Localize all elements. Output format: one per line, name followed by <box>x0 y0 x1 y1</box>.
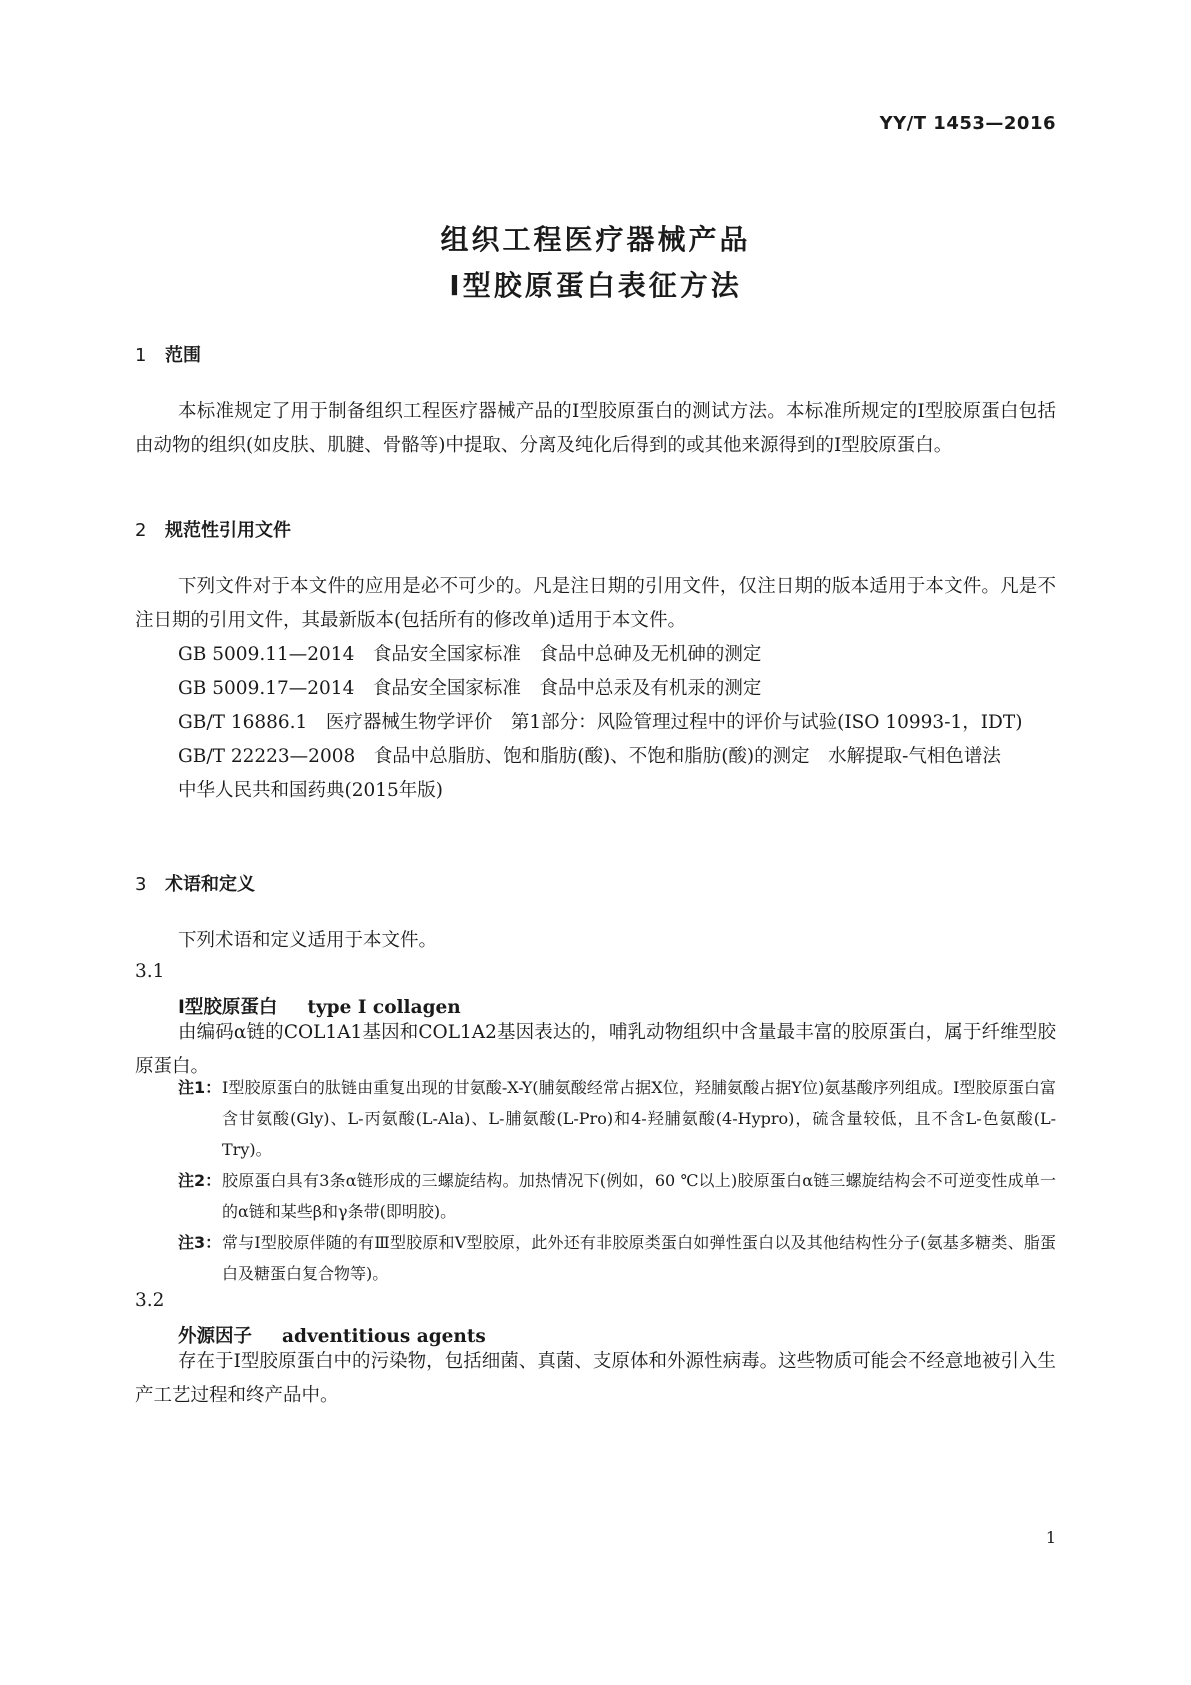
reference-item: GB/T 16886.1 医疗器械生物学评价 第1部分：风险管理过程中的评价与试验(ISO 10993-1，IDT) <box>178 712 1023 733</box>
reference-item: GB/T 22223—2008 食品中总脂肪、饱和脂肪(酸)、不饱和脂肪(酸)的测定 水解提取-气相色谱法 <box>178 746 1001 767</box>
section-number: 3 <box>135 874 147 895</box>
term-english: type Ⅰ collagen <box>307 997 461 1018</box>
term-number: 3.2 <box>135 1290 165 1311</box>
paragraph: 由编码α链的COL1A1基因和COL1A2基因表达的，哺乳动物组织中含量最丰富的胶原蛋白，属于纤维型胶原蛋白。 <box>135 1022 1056 1077</box>
normative-references-block <box>135 570 1056 808</box>
term-chinese: 外源因子 <box>178 1326 253 1347</box>
term-number: 3.1 <box>135 961 165 982</box>
reference-item: GB 5009.17—2014 食品安全国家标准 食品中总汞及有机汞的测定 <box>178 678 762 699</box>
term-chinese: Ⅰ型胶原蛋白 <box>178 997 278 1018</box>
standard-id: YY/T 1453—2016 <box>879 113 1056 134</box>
section-title: 术语和定义 <box>165 874 255 895</box>
section-heading-normative-references <box>135 516 291 542</box>
section-title: 规范性引用文件 <box>165 520 291 541</box>
note-text: Ⅰ型胶原蛋白的肽链由重复出现的甘氨酸-X-Y(脯氨酸经常占据X位，羟脯氨酸占据Y位)氨基酸序列组成。Ⅰ型胶原蛋白富含甘氨酸(Gly)、L-丙氨酸(L-Ala)、L-脯氨酸(L-Pro)和4-羟脯氨酸(4-Hypro)，硫含量较低，且不含L-色氨酸(L-Try)。 <box>222 1078 1056 1159</box>
document-title-line1: 组织工程医疗器械产品 <box>440 223 751 256</box>
reference-item: GB 5009.11—2014 食品安全国家标准 食品中总砷及无机砷的测定 <box>178 644 762 665</box>
section-number: 1 <box>135 345 147 366</box>
section-heading-terms <box>135 870 255 896</box>
scope-paragraph <box>135 395 1056 463</box>
note-text: 常与Ⅰ型胶原伴随的有Ⅲ型胶原和Ⅴ型胶原，此外还有非胶原类蛋白如弹性蛋白以及其他结构性分子(氨基多糖类、脂蛋白及糖蛋白复合物等)。 <box>222 1233 1056 1283</box>
note-3 <box>178 1227 1056 1289</box>
note-2 <box>178 1165 1056 1227</box>
paragraph: 本标准规定了用于制备组织工程医疗器械产品的Ⅰ型胶原蛋白的测试方法。本标准所规定的Ⅰ型胶原蛋白包括由动物的组织(如皮肤、肌腱、骨骼等)中提取、分离及纯化后得到的或其他来源得到的Ⅰ型胶原蛋白。 <box>135 401 1056 456</box>
document-title-line2: Ⅰ型胶原蛋白表征方法 <box>449 269 742 302</box>
terms-intro <box>135 924 1056 958</box>
section-title: 范围 <box>165 345 201 366</box>
section-number: 2 <box>135 520 147 541</box>
paragraph: 下列文件对于本文件的应用是必不可少的。凡是注日期的引用文件，仅注日期的版本适用于本文件。凡是不注日期的引用文件，其最新版本(包括所有的修改单)适用于本文件。 <box>135 576 1056 631</box>
term-definition <box>135 1345 1056 1413</box>
note-label: 注1： <box>178 1078 222 1097</box>
page-number: 1 <box>1045 1528 1056 1547</box>
section-heading-scope <box>135 341 201 367</box>
note-label: 注3： <box>178 1233 222 1252</box>
term-english: adventitious agents <box>282 1326 486 1347</box>
note-1 <box>178 1072 1056 1165</box>
reference-item: 中华人民共和国药典(2015年版) <box>178 780 444 801</box>
note-label: 注2： <box>178 1171 222 1190</box>
paragraph: 下列术语和定义适用于本文件。 <box>178 930 438 951</box>
note-text: 胶原蛋白具有3条α链形成的三螺旋结构。加热情况下(例如，60 ℃以上)胶原蛋白α链三螺旋结构会不可逆变性成单一的α链和某些β和γ条带(即明胶)。 <box>222 1171 1056 1221</box>
paragraph: 存在于Ⅰ型胶原蛋白中的污染物，包括细菌、真菌、支原体和外源性病毒。这些物质可能会不经意地被引入生产工艺过程和终产品中。 <box>135 1351 1056 1406</box>
